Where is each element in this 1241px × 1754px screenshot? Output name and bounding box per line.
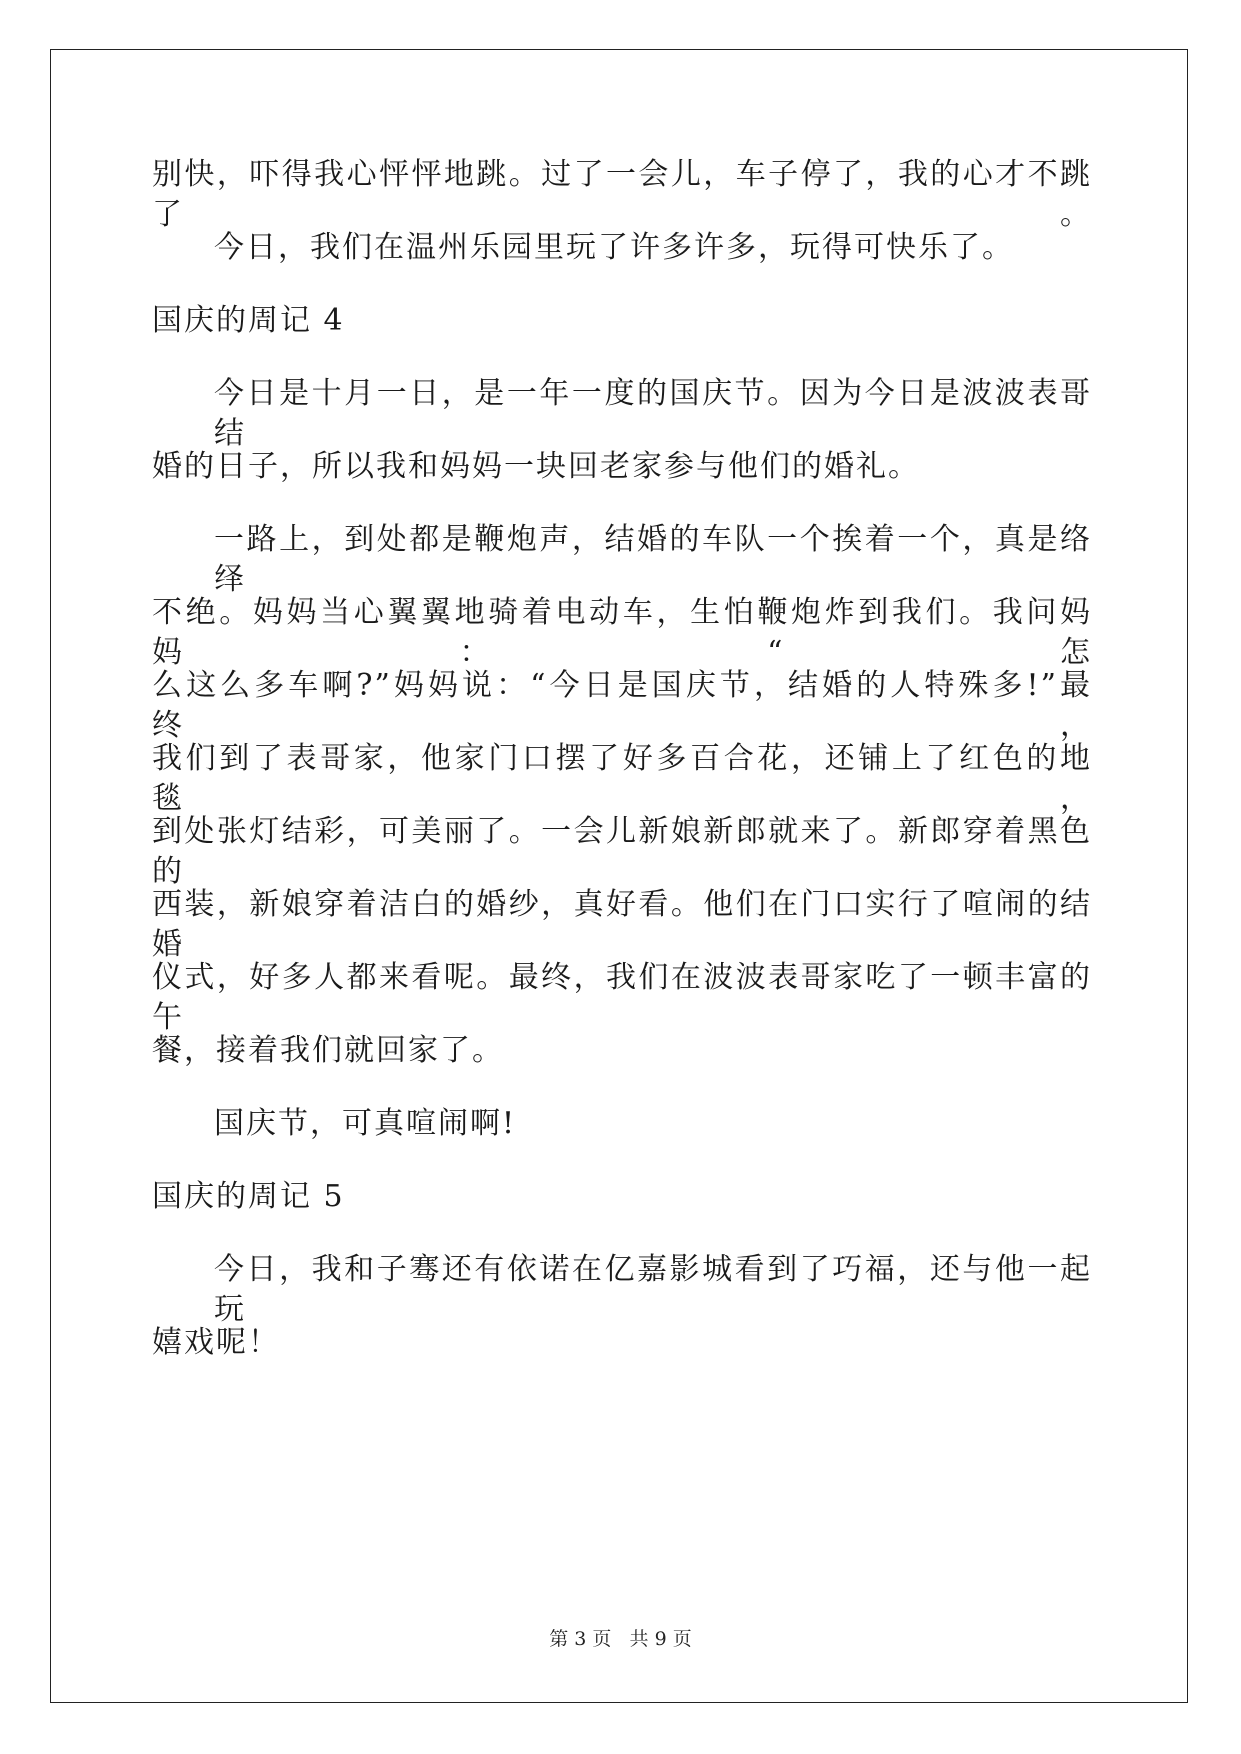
section-heading: 国庆的周记 4 [152,303,345,338]
page-footer: 第 3 页 共 9 页 [549,1628,692,1650]
paragraph-line: 别快，吓得我心怦怦地跳。过了一会儿，车子停了，我的心才不跳了。 [152,157,1092,232]
section-heading: 国庆的周记 5 [152,1179,345,1214]
paragraph-line: 今日是十月一日，是一年一度的国庆节。因为今日是波波表哥结 [214,376,1092,451]
paragraph-line: 仪式，好多人都来看呢。最终，我们在波波表哥家吃了一顿丰富的午 [152,960,1092,1035]
paragraph-line: 婚的日子，所以我和妈妈一块回老家参与他们的婚礼。 [152,449,920,484]
page-border [50,49,1188,1703]
paragraph-line: 国庆节，可真喧闹啊! [214,1106,517,1141]
paragraph-line: 西装，新娘穿着洁白的婚纱，真好看。他们在门口实行了喧闹的结婚 [152,887,1092,962]
paragraph-line: 一路上，到处都是鞭炮声，结婚的车队一个挨着一个，真是络绎 [214,522,1092,597]
paragraph-line: 我们到了表哥家，他家门口摆了好多百合花，还铺上了红色的地毯， [152,741,1092,816]
paragraph-line: 么这么多车啊?”妈妈说：“今日是国庆节，结婚的人特殊多!”最终， [152,668,1092,743]
paragraph-line: 今日，我和子骞还有依诺在亿嘉影城看到了巧福，还与他一起玩 [214,1252,1092,1327]
paragraph-line: 今日，我们在温州乐园里玩了许多许多，玩得可快乐了。 [214,230,1014,265]
paragraph-line: 嬉戏呢！ [152,1325,280,1360]
paragraph-line: 到处张灯结彩，可美丽了。一会儿新娘新郎就来了。新郎穿着黑色的 [152,814,1092,889]
paragraph-line: 不绝。妈妈当心翼翼地骑着电动车，生怕鞭炮炸到我们。我问妈妈：“怎 [152,595,1092,670]
paragraph-line: 餐，接着我们就回家了。 [152,1033,504,1068]
